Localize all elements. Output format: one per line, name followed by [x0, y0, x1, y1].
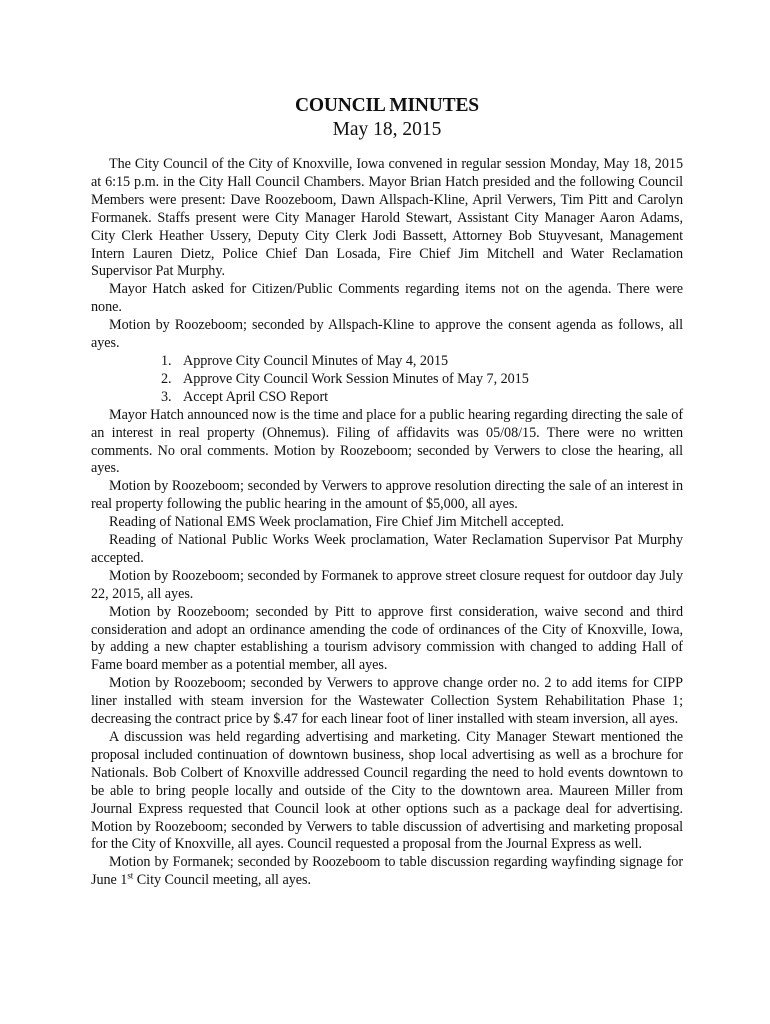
list-number: 1.: [161, 352, 172, 369]
consent-agenda-list: [91, 353, 683, 407]
list-number: 3.: [161, 388, 172, 405]
paragraph-advertising-discussion: A discussion was held regarding advertising and marketing. City Manager Stewart mentioned the proposal included continuation of downtown business, shop local advertising as well as a brochure for Nationals. Bob Colbert of Knoxville addressed Council regarding the need to hold events downtown to be able to bring people locally and outside of the City to the downtown area. Maureen Miller from Journal Express requested that Council look at other options such as a package deal for advertising. Motion by Roozeboom; seconded by Verwers to table discussion of advertising and marketing proposal for the City of Knoxville, all ayes. Council requested a proposal from the Journal Express as well.: [91, 729, 683, 853]
paragraph-consent-motion: Motion by Roozeboom; seconded by Allspach-Kline to approve the consent agenda as follows, all ayes.: [91, 317, 683, 352]
paragraph-public-hearing: Mayor Hatch announced now is the time and place for a public hearing regarding directing the sale of an interest in real property (Ohnemus). Filing of affidavits was 05/08/15. There were no written comments. No oral comments. Motion by Roozeboom; seconded by Verwers to close the hearing, all ayes.: [91, 406, 683, 477]
paragraph-opening: The City Council of the City of Knoxville, Iowa convened in regular session Monday, May 18, 2015 at 6:15 p.m. in the City Hall Council Chambers. Mayor Brian Hatch presided and the following Council Members were present: Dave Roozeboom, Dawn Allspach-Kline, April Verwers, Tim Pitt and Carolyn Formanek. Staffs present were City Manager Harold Stewart, Assistant City Manager Aaron Adams, City Clerk Heather Ussery, Deputy City Clerk Jodi Bassett, Attorney Bob Stuyvesant, Management Intern Lauren Dietz, Police Chief Dan Losada, Fire Chief Jim Mitchell and Water Reclamation Supervisor Pat Murphy.: [91, 156, 683, 280]
paragraph-ems-proclamation: Reading of National EMS Week proclamation, Fire Chief Jim Mitchell accepted.: [109, 514, 564, 531]
list-item: [161, 389, 683, 407]
paragraph-wayfinding: [91, 854, 683, 890]
list-text: Approve City Council Minutes of May 4, 2015: [183, 352, 449, 369]
paragraph-street-closure: Motion by Roozeboom; seconded by Formanek to approve street closure request for outdoor day July 22, 2015, all ayes.: [91, 567, 683, 602]
list-number: 2.: [161, 370, 172, 387]
wayfinding-text-start: Motion by Formanek; seconded by Roozeboom to table discussion regarding wayfinding signage for June 1: [91, 854, 683, 889]
paragraph-public-comments: Mayor Hatch asked for Citizen/Public Comments regarding items not on the agenda. There were none.: [91, 281, 683, 316]
list-item: [161, 353, 683, 371]
paragraph-change-order: Motion by Roozeboom; seconded by Verwers to approve change order no. 2 to add items for CIPP liner installed with steam inversion for the Wastewater Collection System Rehabilitation Phase 1; decreasing the contract price by $.47 for each linear foot of liner installed with steam inversion, all ayes.: [91, 675, 683, 728]
paragraph-public-works-proclamation: Reading of National Public Works Week proclamation, Water Reclamation Supervisor Pat Murphy accepted.: [91, 532, 683, 566]
meeting-date: May 18, 2015: [332, 119, 442, 140]
list-text: Approve City Council Work Session Minutes of May 7, 2015: [183, 370, 529, 387]
list-item: [161, 371, 683, 389]
page-title: COUNCIL MINUTES: [295, 95, 479, 116]
ordinal-suffix: st: [127, 870, 134, 881]
wayfinding-text-end: City Council meeting, all ayes.: [133, 872, 311, 889]
list-text: Accept April CSO Report: [183, 388, 329, 405]
paragraph-tourism-ordinance: Motion by Roozeboom; seconded by Pitt to approve first consideration, waive second and third consideration and adopt an ordinance amending the code of ordinances of the City of Knoxville, Iowa, by adding a new chapter establishing a tourism advisory commission with changed to adding Hall of Fame board member as a potential member, all ayes.: [91, 603, 683, 674]
minutes-body: [91, 156, 683, 890]
paragraph-sale-resolution: Motion by Roozeboom; seconded by Verwers to approve resolution directing the sale of an interest in real property following the public hearing in the amount of $5,000, all ayes.: [91, 478, 683, 513]
